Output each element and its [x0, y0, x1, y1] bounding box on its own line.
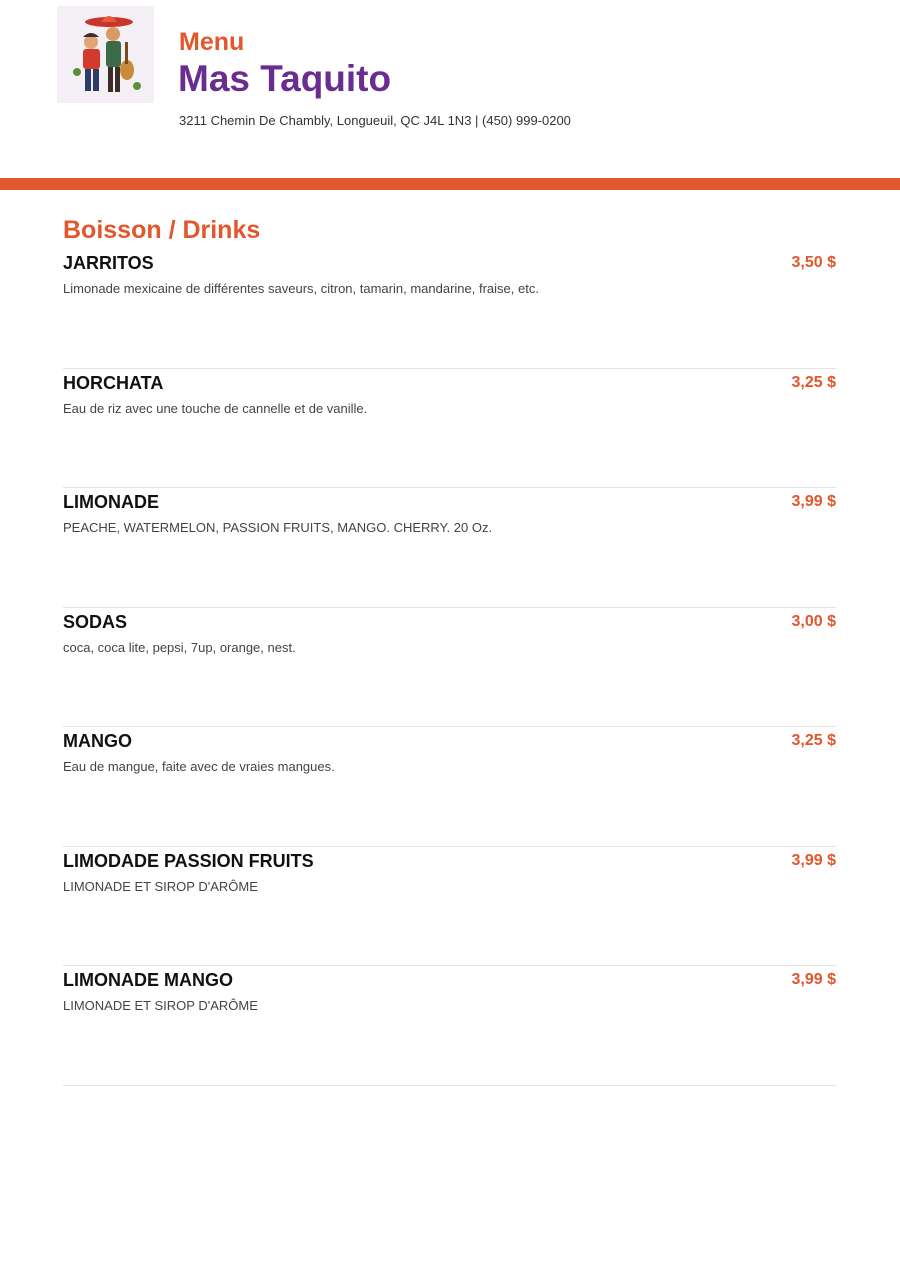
menu-item [63, 608, 836, 728]
header-divider-bar [0, 178, 900, 190]
item-description: coca, coca lite, pepsi, 7up, orange, nest. [63, 639, 296, 655]
item-description: Limonade mexicaine de différentes saveurs, citron, tamarin, mandarine, fraise, etc. [63, 281, 539, 296]
restaurant-address: 3211 Chemin De Chambly, Longueuil, QC J4L 1N3 | (450) 999-0200 [179, 113, 571, 128]
section-title: Boisson / Drinks [63, 216, 261, 244]
item-description: PEACHE, WATERMELON, PASSION FRUITS, MANGO. CHERRY. 20 Oz. [63, 520, 493, 535]
item-name: SODAS [63, 611, 128, 632]
item-price: 3,99 $ [791, 493, 836, 510]
menu-item [63, 966, 836, 1086]
item-name: LIMONADE [63, 492, 159, 512]
menu-item [63, 488, 836, 608]
item-name: LIMODADE PASSION FRUITS [63, 850, 314, 871]
item-name: JARRITOS [63, 253, 154, 273]
item-price: 3,99 $ [791, 971, 836, 988]
item-price: 3,50 $ [791, 254, 836, 271]
item-price: 3,25 $ [791, 732, 836, 749]
item-price: 3,99 $ [791, 851, 836, 869]
item-description: LIMONADE ET SIROP D'ARÔME [63, 998, 258, 1013]
item-description: Eau de mangue, faite avec de vraies mangues. [63, 759, 335, 774]
menu-item [63, 727, 836, 847]
menu-header [0, 0, 900, 178]
item-name: LIMONADE MANGO [63, 970, 233, 990]
item-name: HORCHATA [63, 372, 164, 393]
item-price: 3,00 $ [791, 612, 836, 630]
item-description: LIMONADE ET SIROP D'ARÔME [63, 878, 258, 894]
item-name: MANGO [63, 731, 132, 751]
restaurant-name: Mas Taquito [178, 58, 392, 99]
mariachi-logo-icon [57, 6, 154, 103]
menu-item [63, 249, 836, 369]
menu-item [63, 847, 836, 967]
item-price: 3,25 $ [791, 373, 836, 391]
menu-label: Menu [179, 28, 245, 56]
menu-item [63, 369, 836, 489]
item-description: Eau de riz avec une touche de cannelle et de vanille. [63, 400, 368, 416]
menu-item-list [63, 249, 836, 1086]
